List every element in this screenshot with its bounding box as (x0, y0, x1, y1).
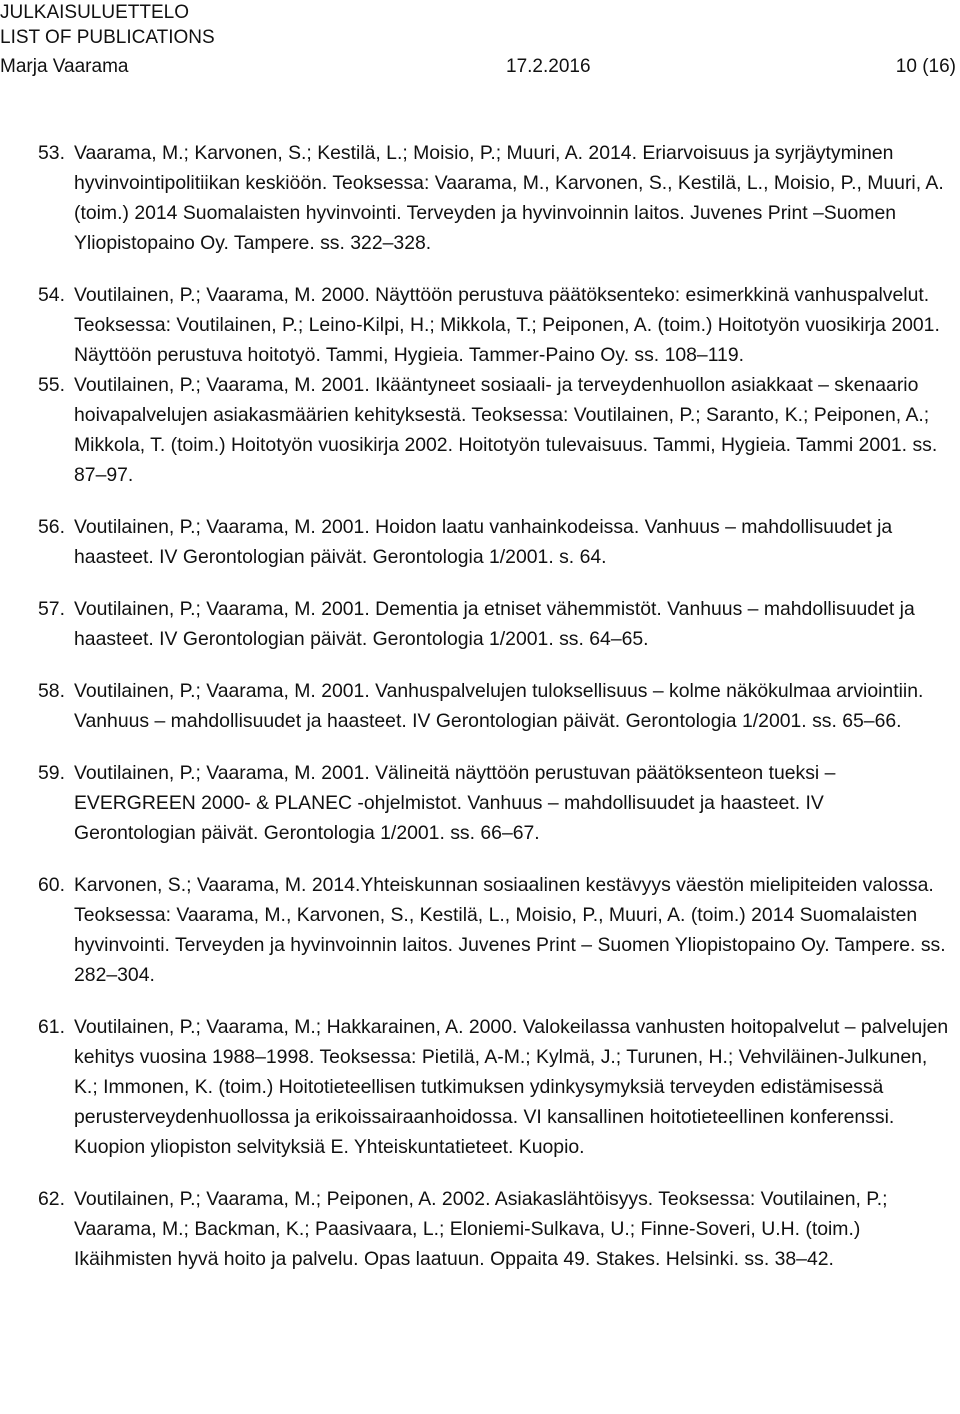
publication-item (38, 138, 950, 258)
publication-item (38, 758, 950, 848)
header-meta-row (0, 54, 960, 79)
publication-item (38, 594, 950, 654)
publication-item (38, 676, 950, 736)
publication-citation: Voutilainen, P.; Vaarama, M. 2001. Vanhuspalvelujen tuloksellisuus – kolme näkökulmaa arviointiin. Vanhuus – mahdollisuudet ja haasteet. IV Gerontologian päivät. Gerontologia 1/2001. ss. 65‒66. (74, 680, 924, 732)
publication-citation: Voutilainen, P.; Vaarama, M. 2001. Ikääntyneet sosiaali- ja terveydenhuollon asiakkaat – skenaario hoivapalvelujen asiakasmäärien kehityksestä. Teoksessa: Voutilainen, P.; Saranto, K.; Peiponen, A.; Mikkola, T. (toim.) Hoitotyön vuosikirja 2002. Hoitotyön tulevaisuus. Tammi, Hygieia. Tammi 2001. ss. 87‒97. (74, 374, 938, 486)
publication-number: 57. (38, 598, 65, 620)
publication-list (38, 138, 950, 1274)
header-author: Marja Vaarama (0, 56, 129, 77)
publication-citation: Voutilainen, P.; Vaarama, M.; Peiponen, A. 2002. Asiakaslähtöisyys. Teoksessa: Voutilainen, P.; Vaarama, M.; Backman, K.; Paasivaara, L.; Eloniemi-Sulkava, U.; Finne-Soveri, U.H. (toim.) Ikäihmisten hyvä hoito ja palvelu. Opas laatuun. Oppaita 49. Stakes. Helsinki. ss. 38‒42. (74, 1188, 888, 1270)
publication-number: 56. (38, 516, 65, 538)
publication-number: 60. (38, 874, 65, 896)
header-page-number: 10 (16) (895, 56, 956, 77)
publication-citation: Karvonen, S.; Vaarama, M. 2014.Yhteiskunnan sosiaalinen kestävyys väestön mielipiteiden valossa. Teoksessa: Vaarama, M., Karvonen, S., Kestilä, L., Moisio, P., Muuri, A. (toim.) 2014 Suomalaisten hyvinvointi. Terveyden ja hyvinvoinnin laitos. Juvenes Print – Suomen Yliopistopaino Oy. Tampere. ss. 282‒304. (74, 874, 946, 986)
publication-item (38, 1184, 950, 1274)
publication-number: 58. (38, 680, 65, 702)
header-date: 17.2.2016 (506, 56, 591, 77)
publication-number: 62. (38, 1188, 65, 1210)
publication-item (38, 370, 950, 490)
header-title-fi: JULKAISULUETTELO (0, 2, 189, 23)
publication-number: 54. (38, 284, 65, 306)
publication-item (38, 1012, 950, 1162)
publication-number: 59. (38, 762, 65, 784)
page-header (0, 0, 960, 79)
publication-citation: Voutilainen, P.; Vaarama, M.; Hakkarainen, A. 2000. Valokeilassa vanhusten hoitopalvelut – palvelujen kehitys vuosina 1988‒1998. Teoksessa: Pietilä, A-M.; Kylmä, J.; Turunen, H.; Vehviläinen-Julkunen, K.; Immonen, K. (toim.) Hoitotieteellisen tutkimuksen ydinkysymyksiä terveyden edistämisessä perusterveydenhuollossa ja erikoissairaanhoidossa. VI kansallinen hoitotieteellinen konferenssi. Kuopion yliopiston selvityksiä E. Yhteiskuntatieteet. Kuopio. (74, 1016, 949, 1158)
publication-item (38, 512, 950, 572)
publication-item (38, 280, 950, 370)
publication-citation: Vaarama, M.; Karvonen, S.; Kestilä, L.; Moisio, P.; Muuri, A. 2014. Eriarvoisuus ja syrjäytyminen hyvinvointipolitiikan keskiöön. Teoksessa: Vaarama, M., Karvonen, S., Kestilä, L., Moisio, P., Muuri, A. (toim.) 2014 Suomalaisten hyvinvointi. Terveyden ja hyvinvoinnin laitos. Juvenes Print –Suomen Yliopistopaino Oy. Tampere. ss. 322‒328. (74, 142, 944, 254)
publication-citation: Voutilainen, P.; Vaarama, M. 2001. Välineitä näyttöön perustuvan päätöksenteon tueksi – EVERGREEN 2000- & PLANEC -ohjelmistot. Vanhuus – mahdollisuudet ja haasteet. IV Gerontologian päivät. Gerontologia 1/2001. ss. 66‒67. (74, 762, 836, 844)
header-title-en: LIST OF PUBLICATIONS (0, 27, 215, 48)
publication-item (38, 870, 950, 990)
publication-citation: Voutilainen, P.; Vaarama, M. 2000. Näyttöön perustuva päätöksenteko: esimerkkinä vanhuspalvelut. Teoksessa: Voutilainen, P.; Leino-Kilpi, H.; Mikkola, T.; Peiponen, A. (toim.) Hoitotyön vuosikirja 2001. Näyttöön perustuva hoitotyö. Tammi, Hygieia. Tammer-Paino Oy. ss. 108‒119. (74, 284, 940, 366)
publication-number: 55. (38, 374, 65, 396)
publication-number: 53. (38, 142, 65, 164)
publication-citation: Voutilainen, P.; Vaarama, M. 2001. Hoidon laatu vanhainkodeissa. Vanhuus – mahdollisuudet ja haasteet. IV Gerontologian päivät. Gerontologia 1/2001. s. 64. (74, 516, 893, 568)
publication-citation: Voutilainen, P.; Vaarama, M. 2001. Dementia ja etniset vähemmistöt. Vanhuus – mahdollisuudet ja haasteet. IV Gerontologian päivät. Gerontologia 1/2001. ss. 64‒65. (74, 598, 915, 650)
publication-number: 61. (38, 1016, 65, 1038)
